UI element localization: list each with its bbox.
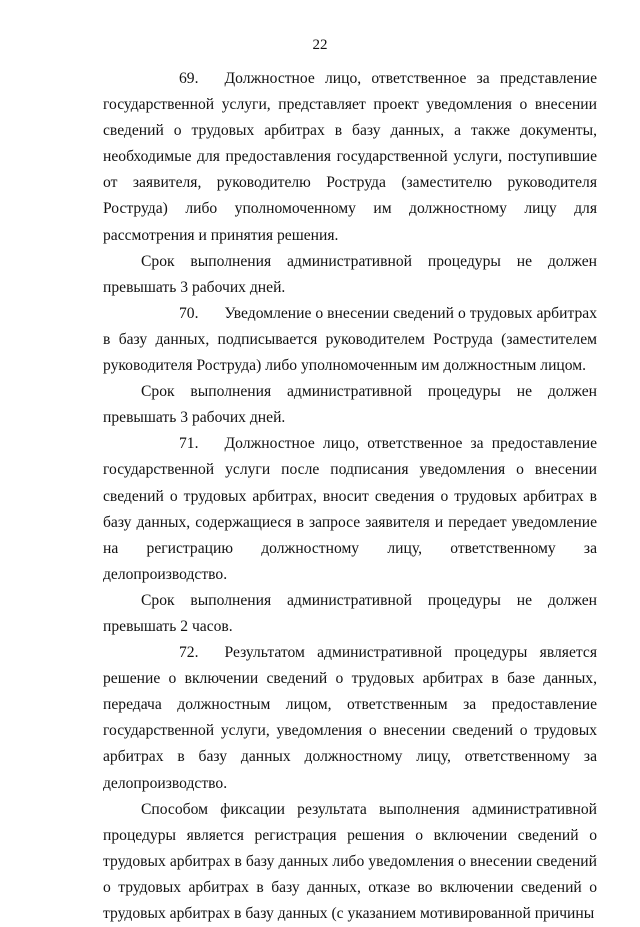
paragraph-text: Результатом административной процедуры является решение о включении сведений о трудовых арбитрах в базе данных, передача должностным лицом, ответственным за предоставление государственной услуги, уведомления о внесении сведений о трудовых арбитрах в базу данных должностному лицу, ответственному за делопроизводство. (103, 644, 597, 792)
paragraph-text: Должностное лицо, ответственное за предоставление государственной услуги после подписания уведомления о внесении сведений о трудовых арбитрах, вносит сведения о трудовых арбитрах в базу данных, содержащиеся в запросе заявителя и передает уведомление на регистрацию должностному лицу, ответственному за делопроизводство. (103, 435, 597, 583)
paragraph-text: Срок выполнения административной процедуры не должен превышать 3 рабочих дней. (103, 252, 597, 296)
paragraph-71 (103, 431, 597, 588)
paragraph-fixation-method (103, 797, 597, 927)
page-number: 22 (312, 37, 328, 53)
paragraph-deadline-70 (103, 379, 597, 431)
paragraph-text: Срок выполнения административной процедуры не должен превышать 3 рабочих дней. (103, 383, 597, 427)
paragraph-deadline-69 (103, 249, 597, 301)
paragraph-number: 69. (179, 70, 199, 87)
paragraph-number: 71. (179, 435, 199, 453)
paragraph-number: 72. (179, 644, 199, 662)
paragraph-text: Уведомление о внесении сведений о трудовых арбитрах в базу данных, подписывается руководителем Роструда (заместителем руководителя Роструда) либо уполномоченным им должностным лицом. (103, 304, 597, 375)
paragraph-text: Должностное лицо, ответственное за представление государственной услуги, представляет проект уведомления о внесении сведений о трудовых арбитрах в базу данных, а также документы, необходимые для предоставления государственной услуги, поступившие от заявителя, руководителю Роструда (заместителю руководителя Роструда) либо уполномоченному им должностному лицу для рассмотрения и принятия решения. (103, 70, 597, 244)
paragraph-text: Срок выполнения административной процедуры не должен превышать 2 часов. (103, 591, 597, 635)
paragraph-text: Способом фиксации результата выполнения административной процедуры является регистрация решения о включении сведений о трудовых арбитрах в базу данных либо уведомления о внесении сведений о трудовых арбитрах в базу данных, отказе во включении сведений о трудовых арбитрах в базу данных (с указанием мотивированной причины (103, 800, 597, 922)
document-body (103, 66, 597, 927)
paragraph-number: 70. (179, 304, 199, 322)
paragraph-deadline-71 (103, 588, 597, 640)
paragraph-69 (103, 66, 597, 249)
paragraph-72 (103, 640, 597, 797)
paragraph-70 (103, 301, 597, 379)
